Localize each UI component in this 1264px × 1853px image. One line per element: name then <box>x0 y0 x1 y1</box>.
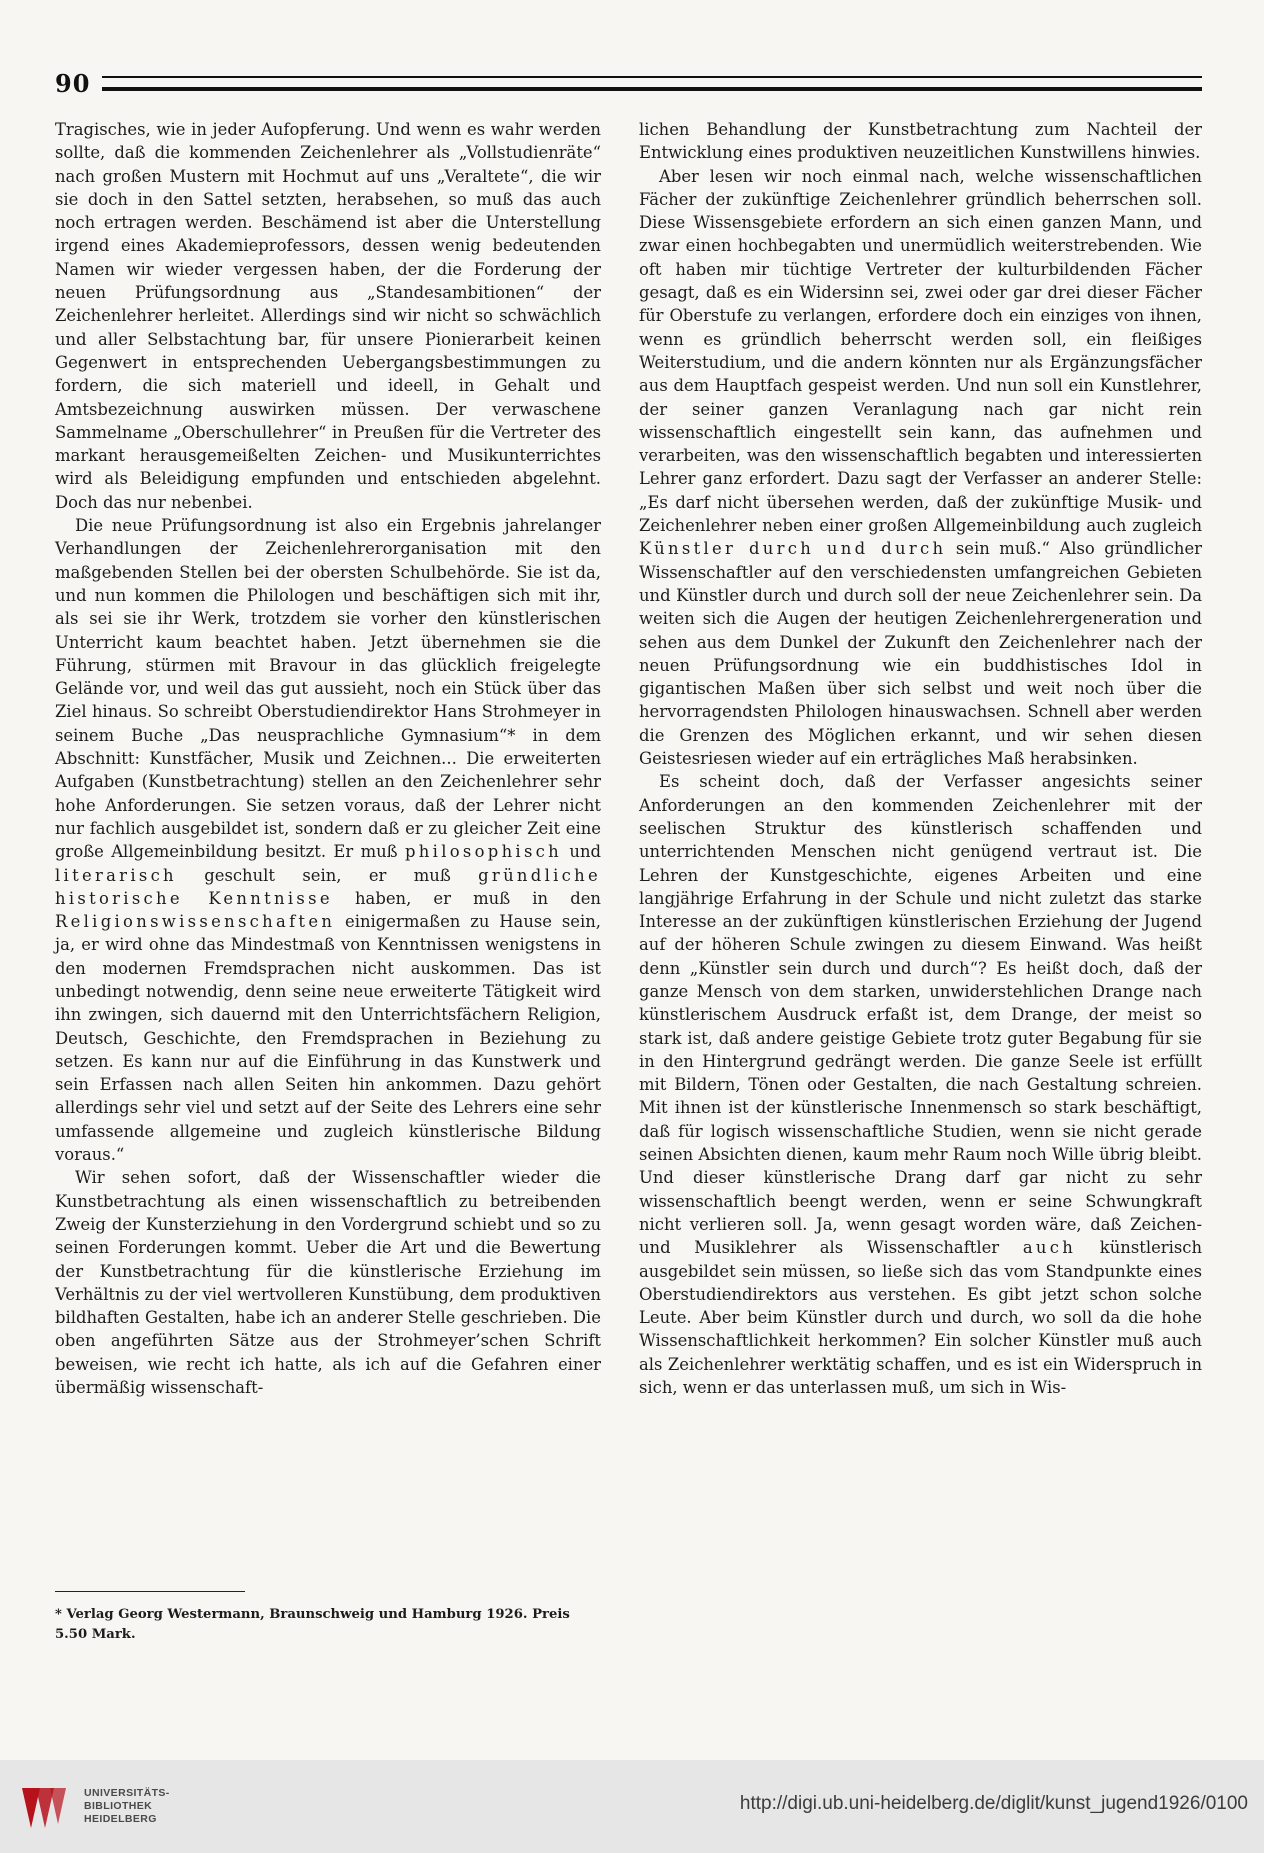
article-paragraph <box>639 770 1202 1399</box>
paragraph-text: künstlerisch ausgebildet sein müssen, so ließe sich das vom Standpunkte eines Oberstudiendirektors aus verstehen. Es gibt jetzt schon solche Leute. Aber beim Künstler durch und durch, wo soll da die hohe Wissenschaftlichkeit herkommen? Ein solcher Künstler muß auch als Zeichenlehrer werktätig schaffen, und es ist ein Widerspruch in sich, wenn er das unterlassen muß, um sich in Wis- <box>639 1238 1202 1398</box>
spaced-emphasis-text: philosophisch <box>405 842 563 862</box>
paragraph-text: geschult sein, er muß <box>176 865 479 885</box>
library-name-line: BIBLIOTHEK <box>84 1800 153 1812</box>
heidelberg-library-logo-icon <box>18 1784 70 1832</box>
paragraph-text: Wir sehen sofort, daß der Wissenschaftler wieder die Kunstbetrachtung als einen wissenschaftlich zu betreibenden Zweig der Kunsterziehung in den Vordergrund schiebt und so zu seinen Forderungen kommt. Ueber die Art und die Bewertung der Kunstbetrachtung für die künstlerische Erziehung im Verhältnis zu der viel wertvolleren Kunstübung, dem produktiven bildhaften Gestalten, habe ich an anderer Stelle geschrieben. Die oben angeführten Sätze aus der Strohmeyer’schen Schrift beweisen, wie recht ich hatte, als ich auf die Gefahren einer übermäßig wissenschaft- <box>55 1168 601 1398</box>
article-paragraph <box>55 1166 601 1399</box>
header-rule <box>102 76 1202 91</box>
paragraph-text: einigermaßen zu Hause sein, ja, er wird ohne das Mindestmaß von Kenntnissen wenigstens in den modernen Fremdsprachen nicht auskommen. Das ist unbedingt notwendig, denn seine neue erweiterte Tätigkeit wird ihn zwingen, sich dauernd mit den Unterrichtsfächern Religion, Deutsch, Geschichte, den Fremdsprachen in Beziehung zu setzen. Es kann nur auf die Einführung in das Kunstwerk und sein Erfassen nach allen Seiten hin ankommen. Dazu gehört allerdings sehr viel und setzt auf der Seite des Lehrers eine sehr umfassende allgemeine und zugleich künstlerische Bildung voraus.“ <box>55 912 601 1165</box>
paragraph-text: Es scheint doch, daß der Verfasser angesichts seiner Anforderungen an den kommenden Zeichenlehrer mit der seelischen Struktur des künstlerisch schaffenden und unterrichtenden Menschen nicht genügend vertraut ist. Die Lehren der Kunstgeschichte, eigenes Arbeiten und eine langjährige Erfahrung in der Schule und nicht zuletzt das starke Interesse an der zukünftigen künstlerischen Erziehung der Jugend auf der höheren Schule zwingen zu diesem Einwand. Was heißt denn „Künstler sein durch und durch“? Es heißt doch, daß der ganze Mensch von dem starken, unwiderstehlichen Drange nach künstlerischem Ausdruck erfaßt ist, dem Drange, der meist so stark ist, daß andere geistige Gebiete trotz guter Begabung für sie in den Hintergrund gedrängt werden. Die ganze Seele ist erfüllt mit Bildern, Tönen oder Gestalten, die nach Gestaltung schreien. Mit ihnen ist der künstlerische Innenmensch so stark beschäftigt, daß für logisch wissenschaftliche Studien, wenn sie nicht gerade seinen Absichten dienen, kaum mehr Raum noch Wille übrig bleibt. Und dieser künstlerische Drang darf gar nicht zu sehr wissenschaftlich beengt werden, wenn er seine Schwungkraft nicht verlieren soll. Ja, wenn gesagt worden wäre, daß Zeichen- und Musiklehrer als Wissenschaftler <box>639 772 1202 1258</box>
article-paragraph <box>55 514 601 1166</box>
paragraph-text: lichen Behandlung der Kunstbetrachtung zum Nachteil der Entwicklung eines produktiven neuzeitlichen Kunstwillens hinwies. <box>639 120 1202 163</box>
right-column <box>639 118 1202 1399</box>
page-header <box>55 66 1202 100</box>
permalink-url[interactable]: http://digi.ub.uni-heidelberg.de/diglit/kunst_jugend1926/0100 <box>739 1793 1248 1814</box>
paragraph-text: und <box>562 842 601 862</box>
digitization-footer <box>0 1760 1264 1853</box>
footnote-rule <box>55 1591 245 1592</box>
article-paragraph <box>639 165 1202 771</box>
text-columns <box>55 118 1202 1708</box>
paragraph-text: Aber lesen wir noch einmal nach, welche wissenschaftlichen Fächer der zukünftige Zeichenlehrer gründlich beherrschen soll. Diese Wissensgebiete erfordern an sich einen ganzen Mann, und zwar einen hochbegabten und unermüdlich weiterstrebenden. Wie oft haben mir tüchtige Vertreter der kulturbildenden Fächer gesagt, daß es ein Widersinn sei, zwei oder gar drei dieser Fächer für Oberstufe zu verlangen, erfordere doch ein einziges von ihnen, wenn es gründlich beherrscht werden soll, ein fleißiges Weiterstudium, und die andern könnten nur als Ergänzungsfächer aus dem Hauptfach gespeist werden. Und nun soll ein Kunstlehrer, der seiner ganzen Veranlagung nach gar nicht rein wissenschaftlich eingestellt sein kann, das aufnehmen und verarbeiten, was den wissenschaftlich begabten und interessierten Lehrer ganz erfordert. Dazu sagt der Verfasser an anderer Stelle: „Es darf nicht übersehen werden, daß der zukünftige Musik- und Zeichenlehrer neben einer großen Allgemeinbildung auch zugleich <box>639 166 1202 536</box>
paragraph-text: sein muß.“ Also gründlicher Wissenschaftler auf den verschiedensten umfangreichen Gebieten und Künstler durch und durch soll der neue Zeichenlehrer sein. Da weiten sich die Augen der heutigen Zeichenlehrergeneration und sehen aus dem Dunkel der Zukunft den Zeichenlehrer nach der neuen Prüfungsordnung wie ein buddhistisches Idol in gigantischen Maßen über sich selbst und weit noch über die hervorragendsten Philologen hinauswachsen. Schnell aber werden die Grenzen des Möglichen erkannt, und wir sehen diesen Geistesriesen wieder auf ein erträgliches Maß herabsinken. <box>639 539 1202 769</box>
left-column <box>55 118 601 1399</box>
spaced-emphasis-text: gründliche historische Kenntnisse <box>55 865 601 908</box>
library-name-line: UNIVERSITÄTS- <box>84 1787 170 1799</box>
spaced-emphasis-text: auch <box>1022 1238 1077 1258</box>
paragraph-text: Tragisches, wie in jeder Aufopferung. Und wenn es wahr werden sollte, daß die kommenden Zeichenlehrer als „Vollstudienräte“ nach großen Mustern mit Hochmut auf uns „Veraltete“, die wir sie doch in den Sattel setzten, herabsehen, so muß das auch noch ertragen werden. Beschämend ist aber die Unterstellung irgend eines Akademieprofessors, dessen wenig bedeutenden Namen wir wieder vergessen haben, der die Forderung der neuen Prüfungsordnung aus „Standesambitionen“ der Zeichenlehrer herleitet. Allerdings sind wir nicht so schwächlich und aller Selbstachtung bar, für unsere Pionierarbeit keinen Gegenwert in entsprechenden Uebergangsbestimmungen zu fordern, die sich materiell und ideell, in Gehalt und Amtsbezeichnung auswirken müssen. Der verwaschene Sammelname „Oberschullehrer“ in Preußen für die Vertreter des markant herausgemeißelten Zeichen- und Musikunterrichtes wird als Beleidigung empfunden und entschieden abgelehnt. Doch das nur nebenbei. <box>55 120 601 512</box>
page-number: 90 <box>55 68 91 98</box>
paragraph-text: haben, er muß in den <box>332 888 601 908</box>
footnote: * Verlag Georg Westermann, Braunschweig und Hamburg 1926. Preis 5.50 Mark. <box>55 1607 570 1642</box>
spaced-emphasis-text: Künstler durch und durch <box>639 539 947 559</box>
paragraph-text: Die neue Prüfungsordnung ist also ein Ergebnis jahrelanger Verhandlungen der Zeichenlehrerorganisation mit den maßgebenden Stellen bei der obersten Schulbehörde. Sie ist da, und nun kommen die Philologen und beschäftigen sich mit ihr, als sei sie ihr Werk, trotzdem sie vorher den künstlerischen Unterricht kaum beachtet haben. Jetzt übernehmen sie die Führung, stürmen mit Bravour in das glücklich freigelegte Gelände vor, und weil das gut aussieht, noch ein Stück über das Ziel hinaus. So schreibt Oberstudiendirektor Hans Strohmeyer in seinem Buche „Das neusprachliche Gymnasium“* in dem Abschnitt: Kunstfächer, Musik und Zeichnen... Die erweiterten Aufgaben (Kunstbetrachtung) stellen an den Zeichenlehrer sehr hohe Anforderungen. Sie setzen voraus, daß der Lehrer nicht nur fachlich ausgebildet ist, sondern daß er zu gleicher Zeit eine große Allgemeinbildung besitzt. Er muß <box>55 516 601 862</box>
spaced-emphasis-text: literarisch <box>55 865 177 885</box>
article-paragraph <box>639 118 1202 165</box>
article-paragraph <box>55 118 601 514</box>
library-name <box>84 1787 170 1826</box>
spaced-emphasis-text: Religionswissenschaften <box>55 912 336 932</box>
library-name-line: HEIDELBERG <box>84 1813 157 1825</box>
